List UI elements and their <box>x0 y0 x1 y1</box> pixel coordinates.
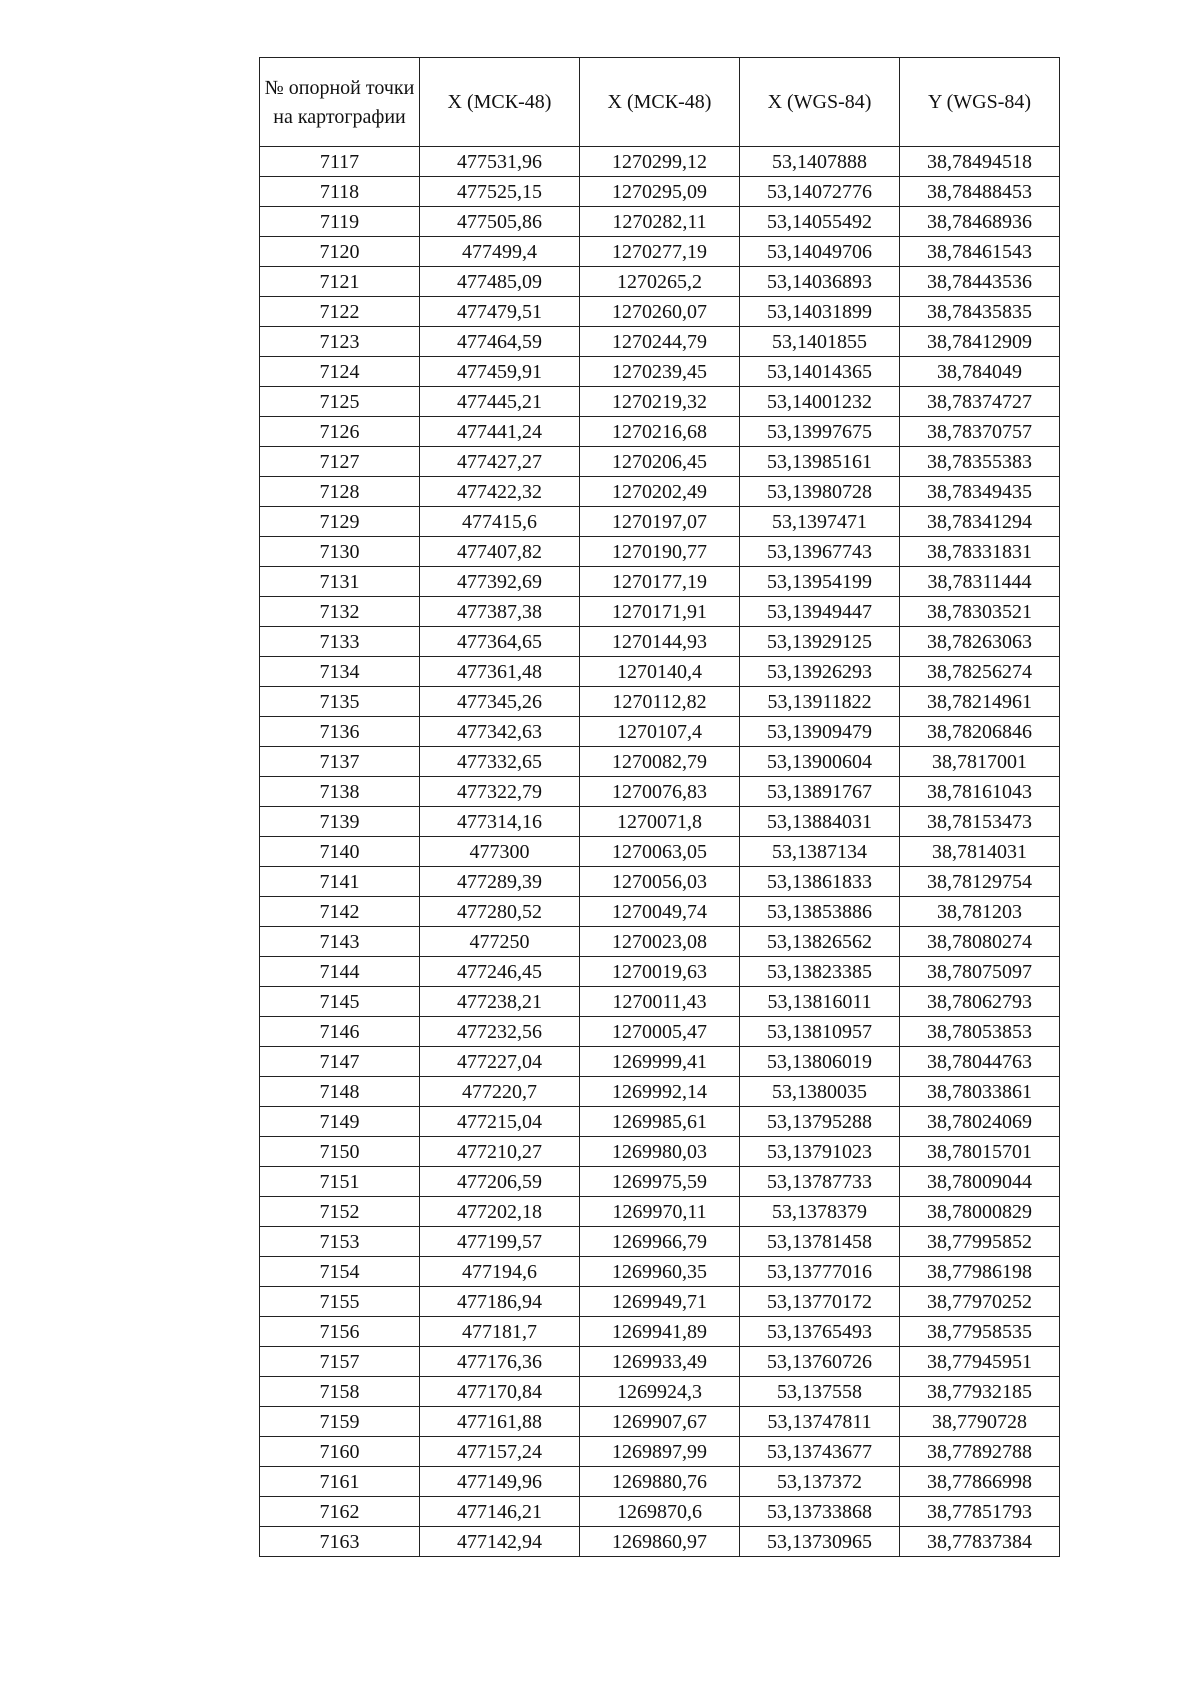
cell-point-number: 7145 <box>260 987 420 1017</box>
cell-x-msk48-1: 477289,39 <box>420 867 580 897</box>
cell-x-msk48-1: 477364,65 <box>420 627 580 657</box>
cell-x-msk48-1: 477176,36 <box>420 1347 580 1377</box>
table-row <box>260 717 1060 747</box>
cell-point-number: 7140 <box>260 837 420 867</box>
cell-y-wgs84: 38,78044763 <box>900 1047 1060 1077</box>
table-row <box>260 237 1060 267</box>
table-row <box>260 1047 1060 1077</box>
cell-x-wgs84: 53,13806019 <box>740 1047 900 1077</box>
table-row <box>260 1407 1060 1437</box>
cell-x-msk48-2: 1270177,19 <box>580 567 740 597</box>
cell-x-msk48-1: 477322,79 <box>420 777 580 807</box>
cell-x-wgs84: 53,13777016 <box>740 1257 900 1287</box>
cell-point-number: 7155 <box>260 1287 420 1317</box>
cell-y-wgs84: 38,77892788 <box>900 1437 1060 1467</box>
cell-y-wgs84: 38,7817001 <box>900 747 1060 777</box>
cell-x-msk48-2: 1270144,93 <box>580 627 740 657</box>
cell-x-wgs84: 53,13781458 <box>740 1227 900 1257</box>
cell-x-wgs84: 53,1407888 <box>740 147 900 177</box>
cell-x-msk48-2: 1269985,61 <box>580 1107 740 1137</box>
cell-y-wgs84: 38,781203 <box>900 897 1060 927</box>
header-y-wgs84: Y (WGS-84) <box>900 58 1060 147</box>
cell-x-wgs84: 53,13787733 <box>740 1167 900 1197</box>
cell-x-msk48-2: 1269975,59 <box>580 1167 740 1197</box>
cell-x-msk48-2: 1270076,83 <box>580 777 740 807</box>
cell-point-number: 7119 <box>260 207 420 237</box>
cell-y-wgs84: 38,78349435 <box>900 477 1060 507</box>
table-row <box>260 1377 1060 1407</box>
cell-point-number: 7143 <box>260 927 420 957</box>
cell-x-wgs84: 53,13810957 <box>740 1017 900 1047</box>
cell-x-msk48-1: 477485,09 <box>420 267 580 297</box>
cell-point-number: 7126 <box>260 417 420 447</box>
cell-point-number: 7142 <box>260 897 420 927</box>
cell-x-msk48-2: 1269970,11 <box>580 1197 740 1227</box>
cell-x-wgs84: 53,13985161 <box>740 447 900 477</box>
cell-y-wgs84: 38,78053853 <box>900 1017 1060 1047</box>
cell-x-msk48-2: 1270019,63 <box>580 957 740 987</box>
table-row <box>260 447 1060 477</box>
cell-x-msk48-2: 1270171,91 <box>580 597 740 627</box>
cell-x-msk48-2: 1270219,32 <box>580 387 740 417</box>
cell-y-wgs84: 38,7790728 <box>900 1407 1060 1437</box>
cell-x-wgs84: 53,13743677 <box>740 1437 900 1467</box>
cell-y-wgs84: 38,78080274 <box>900 927 1060 957</box>
cell-x-wgs84: 53,13900604 <box>740 747 900 777</box>
table-row <box>260 657 1060 687</box>
cell-y-wgs84: 38,78355383 <box>900 447 1060 477</box>
cell-x-msk48-2: 1270244,79 <box>580 327 740 357</box>
header-x-msk48-2: X (МСК-48) <box>580 58 740 147</box>
cell-x-wgs84: 53,13997675 <box>740 417 900 447</box>
cell-x-msk48-2: 1269897,99 <box>580 1437 740 1467</box>
cell-x-msk48-2: 1270216,68 <box>580 417 740 447</box>
cell-x-wgs84: 53,13730965 <box>740 1527 900 1557</box>
cell-x-wgs84: 53,13949447 <box>740 597 900 627</box>
cell-point-number: 7160 <box>260 1437 420 1467</box>
table-row <box>260 147 1060 177</box>
cell-x-msk48-1: 477387,38 <box>420 597 580 627</box>
cell-x-msk48-1: 477215,04 <box>420 1107 580 1137</box>
cell-x-msk48-1: 477220,7 <box>420 1077 580 1107</box>
cell-x-msk48-1: 477181,7 <box>420 1317 580 1347</box>
table-row <box>260 747 1060 777</box>
cell-x-msk48-2: 1270082,79 <box>580 747 740 777</box>
cell-point-number: 7150 <box>260 1137 420 1167</box>
table-row <box>260 1137 1060 1167</box>
cell-point-number: 7128 <box>260 477 420 507</box>
cell-y-wgs84: 38,78009044 <box>900 1167 1060 1197</box>
cell-x-msk48-1: 477525,15 <box>420 177 580 207</box>
cell-x-wgs84: 53,14072776 <box>740 177 900 207</box>
coordinates-table <box>259 57 1060 1557</box>
cell-x-msk48-2: 1269880,76 <box>580 1467 740 1497</box>
cell-x-wgs84: 53,13770172 <box>740 1287 900 1317</box>
cell-point-number: 7124 <box>260 357 420 387</box>
cell-y-wgs84: 38,784049 <box>900 357 1060 387</box>
cell-y-wgs84: 38,78062793 <box>900 987 1060 1017</box>
table-row <box>260 1257 1060 1287</box>
table-row <box>260 327 1060 357</box>
cell-x-msk48-1: 477157,24 <box>420 1437 580 1467</box>
cell-y-wgs84: 38,77970252 <box>900 1287 1060 1317</box>
cell-point-number: 7154 <box>260 1257 420 1287</box>
cell-y-wgs84: 38,77851793 <box>900 1497 1060 1527</box>
cell-y-wgs84: 38,78015701 <box>900 1137 1060 1167</box>
cell-x-wgs84: 53,13954199 <box>740 567 900 597</box>
cell-x-msk48-1: 477232,56 <box>420 1017 580 1047</box>
table-body <box>260 147 1060 1557</box>
table-row <box>260 1227 1060 1257</box>
cell-point-number: 7158 <box>260 1377 420 1407</box>
cell-x-msk48-1: 477206,59 <box>420 1167 580 1197</box>
cell-x-wgs84: 53,13795288 <box>740 1107 900 1137</box>
cell-x-msk48-2: 1269980,03 <box>580 1137 740 1167</box>
cell-y-wgs84: 38,77995852 <box>900 1227 1060 1257</box>
cell-x-wgs84: 53,13980728 <box>740 477 900 507</box>
table-row <box>260 1317 1060 1347</box>
cell-x-wgs84: 53,13967743 <box>740 537 900 567</box>
cell-point-number: 7157 <box>260 1347 420 1377</box>
cell-point-number: 7132 <box>260 597 420 627</box>
cell-x-wgs84: 53,1401855 <box>740 327 900 357</box>
cell-x-msk48-2: 1269924,3 <box>580 1377 740 1407</box>
cell-x-msk48-1: 477361,48 <box>420 657 580 687</box>
cell-x-wgs84: 53,137372 <box>740 1467 900 1497</box>
cell-y-wgs84: 38,78494518 <box>900 147 1060 177</box>
cell-y-wgs84: 38,78129754 <box>900 867 1060 897</box>
cell-x-msk48-2: 1270239,45 <box>580 357 740 387</box>
table-row <box>260 537 1060 567</box>
cell-x-msk48-2: 1269870,6 <box>580 1497 740 1527</box>
cell-x-wgs84: 53,13929125 <box>740 627 900 657</box>
cell-x-msk48-2: 1269941,89 <box>580 1317 740 1347</box>
cell-y-wgs84: 38,78311444 <box>900 567 1060 597</box>
cell-x-msk48-1: 477246,45 <box>420 957 580 987</box>
cell-y-wgs84: 38,7814031 <box>900 837 1060 867</box>
cell-point-number: 7144 <box>260 957 420 987</box>
cell-x-msk48-2: 1270005,47 <box>580 1017 740 1047</box>
table-row <box>260 1527 1060 1557</box>
cell-x-wgs84: 53,13733868 <box>740 1497 900 1527</box>
cell-x-wgs84: 53,1397471 <box>740 507 900 537</box>
cell-point-number: 7121 <box>260 267 420 297</box>
cell-x-wgs84: 53,13826562 <box>740 927 900 957</box>
cell-x-msk48-2: 1269992,14 <box>580 1077 740 1107</box>
cell-x-wgs84: 53,1387134 <box>740 837 900 867</box>
cell-x-msk48-2: 1270063,05 <box>580 837 740 867</box>
header-x-msk48-1: X (МСК-48) <box>420 58 580 147</box>
cell-x-msk48-1: 477186,94 <box>420 1287 580 1317</box>
table-row <box>260 357 1060 387</box>
cell-x-msk48-2: 1270023,08 <box>580 927 740 957</box>
table-row <box>260 1017 1060 1047</box>
table-row <box>260 627 1060 657</box>
cell-x-wgs84: 53,14014365 <box>740 357 900 387</box>
cell-x-msk48-2: 1270011,43 <box>580 987 740 1017</box>
cell-x-wgs84: 53,14049706 <box>740 237 900 267</box>
cell-x-msk48-1: 477280,52 <box>420 897 580 927</box>
cell-y-wgs84: 38,78256274 <box>900 657 1060 687</box>
cell-x-msk48-1: 477427,27 <box>420 447 580 477</box>
cell-x-wgs84: 53,14036893 <box>740 267 900 297</box>
cell-y-wgs84: 38,78075097 <box>900 957 1060 987</box>
cell-x-msk48-2: 1270277,19 <box>580 237 740 267</box>
cell-x-msk48-1: 477499,4 <box>420 237 580 267</box>
cell-x-wgs84: 53,13861833 <box>740 867 900 897</box>
cell-x-wgs84: 53,137558 <box>740 1377 900 1407</box>
cell-x-msk48-1: 477445,21 <box>420 387 580 417</box>
table-row <box>260 1197 1060 1227</box>
cell-point-number: 7135 <box>260 687 420 717</box>
cell-point-number: 7129 <box>260 507 420 537</box>
cell-y-wgs84: 38,78412909 <box>900 327 1060 357</box>
cell-point-number: 7153 <box>260 1227 420 1257</box>
table-row <box>260 507 1060 537</box>
cell-x-msk48-2: 1270107,4 <box>580 717 740 747</box>
cell-y-wgs84: 38,78263063 <box>900 627 1060 657</box>
table-header <box>260 58 1060 147</box>
header-point-number-label: № опорной точки на картографии <box>264 77 415 128</box>
cell-y-wgs84: 38,78443536 <box>900 267 1060 297</box>
cell-y-wgs84: 38,78488453 <box>900 177 1060 207</box>
cell-x-wgs84: 53,1378379 <box>740 1197 900 1227</box>
cell-x-msk48-2: 1270056,03 <box>580 867 740 897</box>
table-row <box>260 417 1060 447</box>
cell-y-wgs84: 38,77945951 <box>900 1347 1060 1377</box>
cell-y-wgs84: 38,78033861 <box>900 1077 1060 1107</box>
table-row <box>260 807 1060 837</box>
table-row <box>260 777 1060 807</box>
cell-point-number: 7147 <box>260 1047 420 1077</box>
cell-y-wgs84: 38,78461543 <box>900 237 1060 267</box>
cell-x-wgs84: 53,13884031 <box>740 807 900 837</box>
cell-y-wgs84: 38,78161043 <box>900 777 1060 807</box>
table-row <box>260 477 1060 507</box>
cell-x-msk48-1: 477342,63 <box>420 717 580 747</box>
cell-y-wgs84: 38,78000829 <box>900 1197 1060 1227</box>
table-row <box>260 687 1060 717</box>
cell-y-wgs84: 38,78214961 <box>900 687 1060 717</box>
cell-x-msk48-1: 477202,18 <box>420 1197 580 1227</box>
table-row <box>260 567 1060 597</box>
cell-point-number: 7163 <box>260 1527 420 1557</box>
table-row <box>260 1497 1060 1527</box>
cell-x-msk48-1: 477300 <box>420 837 580 867</box>
cell-x-msk48-2: 1270282,11 <box>580 207 740 237</box>
table-row <box>260 927 1060 957</box>
table-row <box>260 957 1060 987</box>
table-row <box>260 897 1060 927</box>
cell-y-wgs84: 38,77958535 <box>900 1317 1060 1347</box>
cell-x-wgs84: 53,1380035 <box>740 1077 900 1107</box>
table-row <box>260 597 1060 627</box>
cell-x-wgs84: 53,13747811 <box>740 1407 900 1437</box>
cell-x-msk48-2: 1270206,45 <box>580 447 740 477</box>
cell-point-number: 7125 <box>260 387 420 417</box>
cell-x-msk48-1: 477479,51 <box>420 297 580 327</box>
cell-x-msk48-1: 477199,57 <box>420 1227 580 1257</box>
cell-x-msk48-1: 477459,91 <box>420 357 580 387</box>
cell-x-msk48-2: 1269907,67 <box>580 1407 740 1437</box>
cell-point-number: 7127 <box>260 447 420 477</box>
cell-x-msk48-2: 1270112,82 <box>580 687 740 717</box>
cell-y-wgs84: 38,77932185 <box>900 1377 1060 1407</box>
cell-point-number: 7156 <box>260 1317 420 1347</box>
cell-point-number: 7148 <box>260 1077 420 1107</box>
cell-x-msk48-1: 477392,69 <box>420 567 580 597</box>
cell-point-number: 7130 <box>260 537 420 567</box>
cell-x-msk48-2: 1270049,74 <box>580 897 740 927</box>
cell-x-msk48-1: 477210,27 <box>420 1137 580 1167</box>
cell-point-number: 7161 <box>260 1467 420 1497</box>
cell-point-number: 7120 <box>260 237 420 267</box>
header-point-number <box>260 58 420 147</box>
cell-x-msk48-2: 1270299,12 <box>580 147 740 177</box>
cell-x-msk48-2: 1269933,49 <box>580 1347 740 1377</box>
cell-x-wgs84: 53,13909479 <box>740 717 900 747</box>
cell-x-msk48-1: 477314,16 <box>420 807 580 837</box>
cell-y-wgs84: 38,78206846 <box>900 717 1060 747</box>
table-row <box>260 1347 1060 1377</box>
cell-x-msk48-1: 477146,21 <box>420 1497 580 1527</box>
cell-point-number: 7141 <box>260 867 420 897</box>
cell-x-msk48-2: 1270140,4 <box>580 657 740 687</box>
cell-y-wgs84: 38,78153473 <box>900 807 1060 837</box>
cell-x-msk48-2: 1270295,09 <box>580 177 740 207</box>
cell-x-msk48-1: 477238,21 <box>420 987 580 1017</box>
cell-x-msk48-2: 1270265,2 <box>580 267 740 297</box>
table-row <box>260 1107 1060 1137</box>
cell-x-msk48-2: 1270202,49 <box>580 477 740 507</box>
cell-x-msk48-1: 477142,94 <box>420 1527 580 1557</box>
cell-x-wgs84: 53,14031899 <box>740 297 900 327</box>
cell-x-wgs84: 53,13791023 <box>740 1137 900 1167</box>
cell-point-number: 7152 <box>260 1197 420 1227</box>
cell-point-number: 7149 <box>260 1107 420 1137</box>
cell-x-msk48-1: 477345,26 <box>420 687 580 717</box>
cell-x-wgs84: 53,13911822 <box>740 687 900 717</box>
cell-x-msk48-2: 1269999,41 <box>580 1047 740 1077</box>
cell-x-msk48-1: 477531,96 <box>420 147 580 177</box>
cell-y-wgs84: 38,77986198 <box>900 1257 1060 1287</box>
table-row <box>260 177 1060 207</box>
cell-x-msk48-1: 477441,24 <box>420 417 580 447</box>
table-row <box>260 1167 1060 1197</box>
table-row <box>260 1287 1060 1317</box>
cell-x-msk48-1: 477407,82 <box>420 537 580 567</box>
cell-x-wgs84: 53,13891767 <box>740 777 900 807</box>
cell-x-msk48-2: 1270260,07 <box>580 297 740 327</box>
cell-y-wgs84: 38,78303521 <box>900 597 1060 627</box>
cell-x-msk48-1: 477464,59 <box>420 327 580 357</box>
cell-x-msk48-1: 477170,84 <box>420 1377 580 1407</box>
cell-point-number: 7137 <box>260 747 420 777</box>
cell-x-wgs84: 53,13926293 <box>740 657 900 687</box>
cell-x-msk48-1: 477505,86 <box>420 207 580 237</box>
cell-point-number: 7117 <box>260 147 420 177</box>
cell-x-wgs84: 53,13853886 <box>740 897 900 927</box>
cell-x-msk48-1: 477194,6 <box>420 1257 580 1287</box>
header-row <box>260 58 1060 147</box>
cell-x-msk48-2: 1269949,71 <box>580 1287 740 1317</box>
cell-x-msk48-1: 477227,04 <box>420 1047 580 1077</box>
table-row <box>260 1077 1060 1107</box>
cell-x-wgs84: 53,14055492 <box>740 207 900 237</box>
cell-x-wgs84: 53,13760726 <box>740 1347 900 1377</box>
cell-point-number: 7122 <box>260 297 420 327</box>
cell-x-msk48-1: 477332,65 <box>420 747 580 777</box>
table-row <box>260 837 1060 867</box>
cell-x-msk48-1: 477415,6 <box>420 507 580 537</box>
cell-x-msk48-2: 1269966,79 <box>580 1227 740 1257</box>
table-row <box>260 297 1060 327</box>
cell-point-number: 7138 <box>260 777 420 807</box>
cell-y-wgs84: 38,78341294 <box>900 507 1060 537</box>
cell-point-number: 7133 <box>260 627 420 657</box>
cell-x-msk48-1: 477149,96 <box>420 1467 580 1497</box>
table-row <box>260 987 1060 1017</box>
cell-point-number: 7151 <box>260 1167 420 1197</box>
table-row <box>260 1467 1060 1497</box>
cell-x-msk48-2: 1270190,77 <box>580 537 740 567</box>
cell-x-wgs84: 53,14001232 <box>740 387 900 417</box>
cell-point-number: 7159 <box>260 1407 420 1437</box>
cell-y-wgs84: 38,78024069 <box>900 1107 1060 1137</box>
cell-y-wgs84: 38,78331831 <box>900 537 1060 567</box>
table-row <box>260 267 1060 297</box>
table-row <box>260 207 1060 237</box>
header-x-wgs84: X (WGS-84) <box>740 58 900 147</box>
cell-x-msk48-2: 1270197,07 <box>580 507 740 537</box>
cell-y-wgs84: 38,77837384 <box>900 1527 1060 1557</box>
cell-x-msk48-1: 477161,88 <box>420 1407 580 1437</box>
cell-x-wgs84: 53,13823385 <box>740 957 900 987</box>
cell-y-wgs84: 38,78435835 <box>900 297 1060 327</box>
table-row <box>260 387 1060 417</box>
cell-y-wgs84: 38,78370757 <box>900 417 1060 447</box>
cell-point-number: 7131 <box>260 567 420 597</box>
cell-x-msk48-1: 477250 <box>420 927 580 957</box>
cell-x-wgs84: 53,13765493 <box>740 1317 900 1347</box>
cell-x-wgs84: 53,13816011 <box>740 987 900 1017</box>
cell-point-number: 7162 <box>260 1497 420 1527</box>
cell-x-msk48-2: 1269860,97 <box>580 1527 740 1557</box>
cell-y-wgs84: 38,78468936 <box>900 207 1060 237</box>
cell-point-number: 7118 <box>260 177 420 207</box>
cell-point-number: 7146 <box>260 1017 420 1047</box>
cell-point-number: 7139 <box>260 807 420 837</box>
cell-x-msk48-2: 1270071,8 <box>580 807 740 837</box>
cell-x-msk48-2: 1269960,35 <box>580 1257 740 1287</box>
table-row <box>260 1437 1060 1467</box>
cell-x-msk48-1: 477422,32 <box>420 477 580 507</box>
cell-point-number: 7123 <box>260 327 420 357</box>
cell-y-wgs84: 38,77866998 <box>900 1467 1060 1497</box>
cell-point-number: 7136 <box>260 717 420 747</box>
cell-y-wgs84: 38,78374727 <box>900 387 1060 417</box>
cell-point-number: 7134 <box>260 657 420 687</box>
table-row <box>260 867 1060 897</box>
